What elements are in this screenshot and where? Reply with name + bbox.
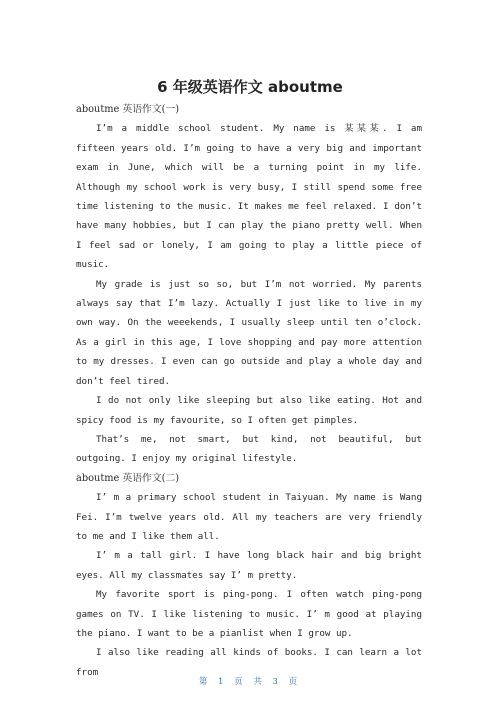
section-heading: aboutme 英语作文(一) xyxy=(76,104,180,115)
paragraph: I’ m a tall girl. I have long black hair and big bright eyes. All my classmates say I’ m pretty. xyxy=(76,550,422,581)
paragraph: I do not only like sleeping but also like eating. Hot and spicy food is my favourite, so I often get pimples. xyxy=(76,395,422,426)
paragraph: I’m a middle school student. My name is 某某某. I am fifteen years old. I’m going to have a very big and important exam in June, which will be a turning point in my life. Although my school work is very busy, I still spend some free time listening to the music. It makes me feel relaxed. I don’t have many hobbies, but I can play the piano pretty well. When I feel sad or lonely, I am going to play a little piece of music. xyxy=(76,123,422,271)
paragraph: My favorite sport is ping-pong. I often watch ping-pong games on TV. I like listening to music. I’ m good at playing the piano. I want to be a pianlist when I grow up. xyxy=(76,589,422,639)
paragraph: My grade is just so so, but I’m not worried. My parents always say that I’m lazy. Actually I just like to live in my own way. On the weeekends, I usually sleep until ten o’clock. As a girl in this age, I love shopping and pay more attention to my dresses. I even can go outside and play a whole day and don’t feel tired. xyxy=(76,278,422,387)
paragraph: I’ m a primary school student in Taiyuan. My name is Wang Fei. I’m twelve years old. All my teachers are very friendly to me and I like them all. xyxy=(76,492,422,542)
paragraph: That’s me, not smart, but kind, not beautiful, but outgoing. I enjoy my original lifestyle. xyxy=(76,433,422,465)
section-heading: aboutme 英语作文(二) xyxy=(76,472,180,484)
document-title: 6 年级英语作文 aboutme xyxy=(157,78,343,96)
document-body xyxy=(76,100,422,682)
page-footer: 第 1 页 共 3 页 xyxy=(198,677,302,687)
paragraph: I also like reading all kinds of books. I can learn a lot from xyxy=(76,647,422,678)
